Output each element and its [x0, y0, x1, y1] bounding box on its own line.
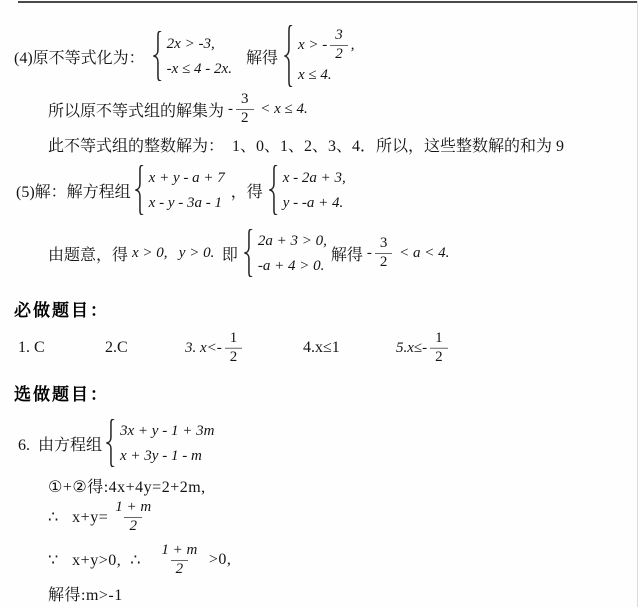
system-row: y - -a + 4.: [282, 194, 344, 211]
fraction-denominator: 2: [430, 348, 448, 366]
problem-4-line: [14, 25, 355, 87]
fraction-numerator: 3: [335, 26, 343, 43]
equation-system-5b: [269, 165, 346, 215]
answer-3: [185, 331, 245, 366]
equation-system-6: [106, 419, 214, 467]
step-positive: [48, 543, 231, 578]
heading-text: 必做题目：: [14, 301, 109, 320]
fraction-numerator: 1: [435, 329, 443, 346]
solution-set-inequality: < x ≤ 4.: [256, 100, 308, 117]
answer-2: 2.C: [105, 339, 128, 356]
problem-5-label: (5)解：解方程组: [16, 183, 131, 201]
step-text: >0,: [204, 551, 232, 569]
fraction-denominator: 2: [236, 109, 254, 127]
condition-line: [48, 229, 449, 277]
fraction: [225, 331, 243, 366]
left-brace-icon: [153, 31, 164, 81]
fraction-denominator: 2: [124, 517, 142, 535]
system-row: x + 3y - 1 - m: [120, 447, 202, 464]
left-brace-icon: [106, 419, 117, 467]
row-text: ,: [350, 37, 355, 53]
fraction: [430, 331, 448, 366]
step-add-equations: [48, 474, 206, 497]
fraction-denominator: 2: [330, 45, 348, 63]
answer-1: 1. C: [18, 339, 45, 356]
step-text: ∴ x+y=: [48, 509, 109, 527]
fraction: [330, 28, 348, 63]
solve-label: 解得: [245, 49, 278, 67]
then-label: ，得: [230, 183, 263, 201]
problem-6-line: [18, 419, 214, 467]
fraction: [236, 92, 254, 127]
minus-sign: -: [366, 244, 372, 261]
equation-system-cond: [244, 229, 327, 277]
fraction-numerator: 1 + m: [161, 542, 198, 558]
system-row: 2a + 3 > 0,: [257, 232, 327, 249]
step-xy-equals: [48, 500, 158, 535]
solve-label: 解得: [330, 246, 367, 264]
answer-5: [396, 331, 451, 366]
step-text: ∵ x+y>0, ∴: [48, 552, 155, 570]
left-brace-icon: [244, 229, 255, 277]
left-brace-icon: [135, 165, 146, 215]
step-text: 解得:m>-1: [48, 587, 123, 604]
system-row: 3x + y - 1 + 3m: [120, 422, 215, 439]
problem-6-label: 6. 由方程组: [18, 436, 103, 454]
required-problems-heading: [14, 296, 109, 321]
fraction-numerator: 3: [379, 234, 388, 251]
answers-row: [0, 328, 638, 368]
system-row: [298, 28, 355, 63]
fraction: [157, 543, 201, 578]
left-brace-icon: [269, 165, 280, 215]
equation-system-5a: [135, 165, 225, 215]
condition-inequalities: x > 0, y > 0.: [132, 244, 222, 261]
row-text: x > -: [297, 37, 328, 53]
problem-4-label: (4)原不等式化为：: [14, 49, 145, 67]
fraction: [375, 236, 393, 271]
minus-sign: -: [228, 100, 234, 117]
system-row: x + y - a + 7: [148, 169, 225, 186]
system-row: x - y - 3a - 1: [148, 194, 222, 211]
answer-text: 3. x<-: [185, 339, 222, 356]
fraction-numerator: 1 + m: [115, 499, 152, 515]
fraction-denominator: 2: [225, 348, 243, 366]
equation-system-4a: [153, 31, 232, 81]
fraction-numerator: 1: [229, 329, 238, 346]
solution-set-text: 所以原不等式组的解集为: [48, 102, 229, 120]
system-row: -x ≤ 4 - 2x.: [166, 60, 232, 77]
namely-label: 即: [221, 246, 238, 264]
result-inequality: < a < 4.: [395, 244, 450, 261]
integer-solutions-text: 此不等式组的整数解为： 1、0、1、2、3、4．所以，这些整数解的和为 9: [48, 138, 565, 155]
condition-text: 由题意，得: [48, 246, 133, 264]
heading-text: 选做题目：: [14, 385, 109, 404]
step-text: ①+②得:4x+4y=2+2m,: [48, 479, 206, 496]
top-border-rule: [18, 1, 638, 3]
equation-system-4b: [284, 25, 355, 87]
optional-problems-heading: [14, 380, 109, 405]
fraction: [111, 500, 155, 535]
fraction-numerator: 3: [241, 91, 249, 107]
answer-text: 5.x≤-: [396, 339, 428, 356]
system-row: 2x > -3,: [166, 35, 215, 52]
step-final-result: [48, 582, 123, 605]
system-row: -a + 4 > 0.: [257, 257, 325, 274]
fraction-denominator: 2: [171, 560, 189, 578]
left-brace-icon: [284, 25, 295, 87]
system-row: x - 2a + 3,: [282, 169, 346, 186]
solution-set-line: [48, 92, 308, 127]
answer-4: 4.x≤1: [303, 339, 340, 356]
system-row: x ≤ 4.: [297, 67, 332, 84]
integer-solutions-line: [48, 133, 564, 156]
fraction-denominator: 2: [375, 253, 393, 271]
problem-5-line: [16, 165, 346, 215]
